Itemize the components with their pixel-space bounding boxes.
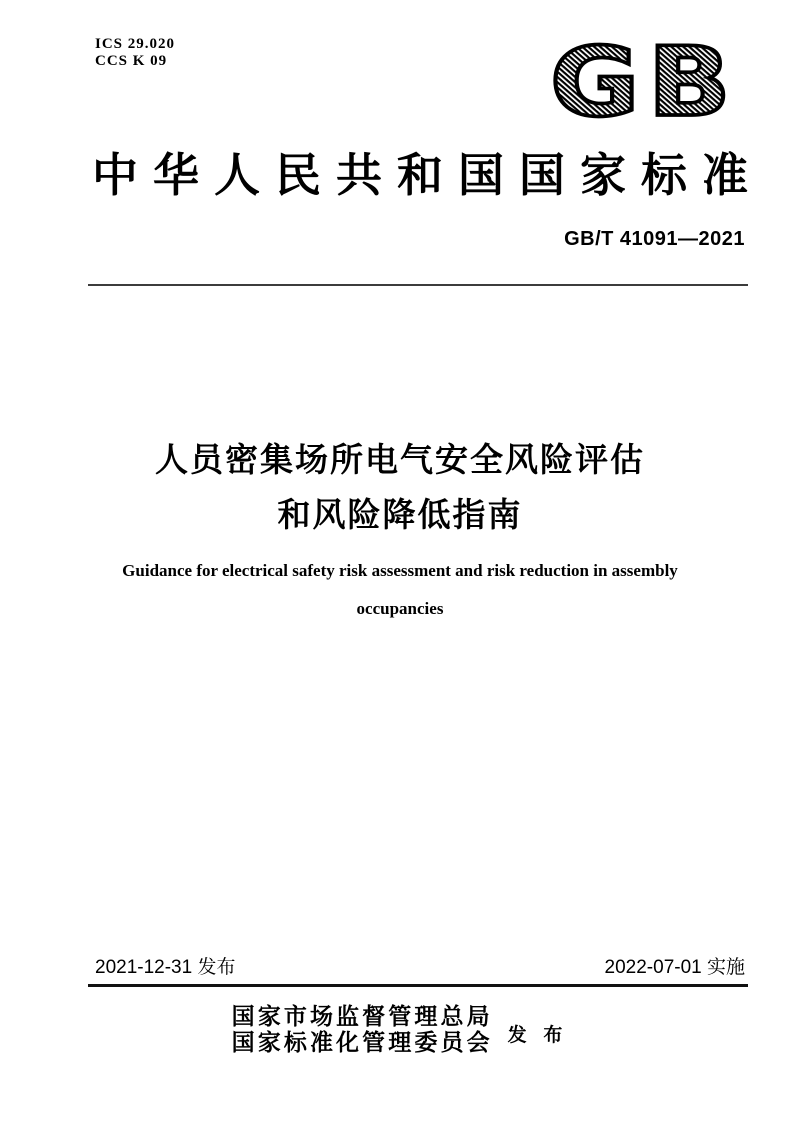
dates-row — [95, 952, 745, 979]
ccs-code: CCS K 09 — [95, 53, 168, 69]
issue-date: 2021-12-31 发布 — [95, 957, 236, 978]
standard-title-cn-line2: 和风险降低指南 — [277, 496, 523, 533]
standard-title-chinese — [0, 432, 800, 542]
top-divider-rule — [88, 284, 748, 286]
standard-title-en-line1: Guidance for electrical safety risk assessment and risk reduction in assembly — [122, 561, 678, 580]
national-standard-heading: 中华人民共和国国家标准 — [92, 150, 748, 201]
publisher-names — [232, 1004, 490, 1056]
publish-label: 发 布 — [507, 1024, 569, 1046]
publisher-line2: 国家标准化管理委员会 — [231, 1030, 490, 1055]
publisher-line1: 国家市场监督管理总局 — [231, 1004, 490, 1029]
svg-text:G: G — [549, 36, 640, 132]
publisher-block — [0, 1004, 800, 1056]
classification-codes — [95, 36, 175, 70]
standard-title-en-line2: occupancies — [356, 599, 444, 618]
bottom-divider-rule — [88, 984, 748, 987]
implement-date: 2022-07-01 实施 — [604, 957, 745, 978]
gb-logo — [536, 36, 736, 132]
standard-number: GB/T 41091—2021 — [564, 228, 745, 250]
standard-title-english — [70, 552, 730, 628]
standard-title-cn-line1: 人员密集场所电气安全风险评估 — [155, 441, 645, 478]
ics-code: ICS 29.020 — [95, 36, 176, 52]
svg-text:B: B — [647, 36, 731, 132]
